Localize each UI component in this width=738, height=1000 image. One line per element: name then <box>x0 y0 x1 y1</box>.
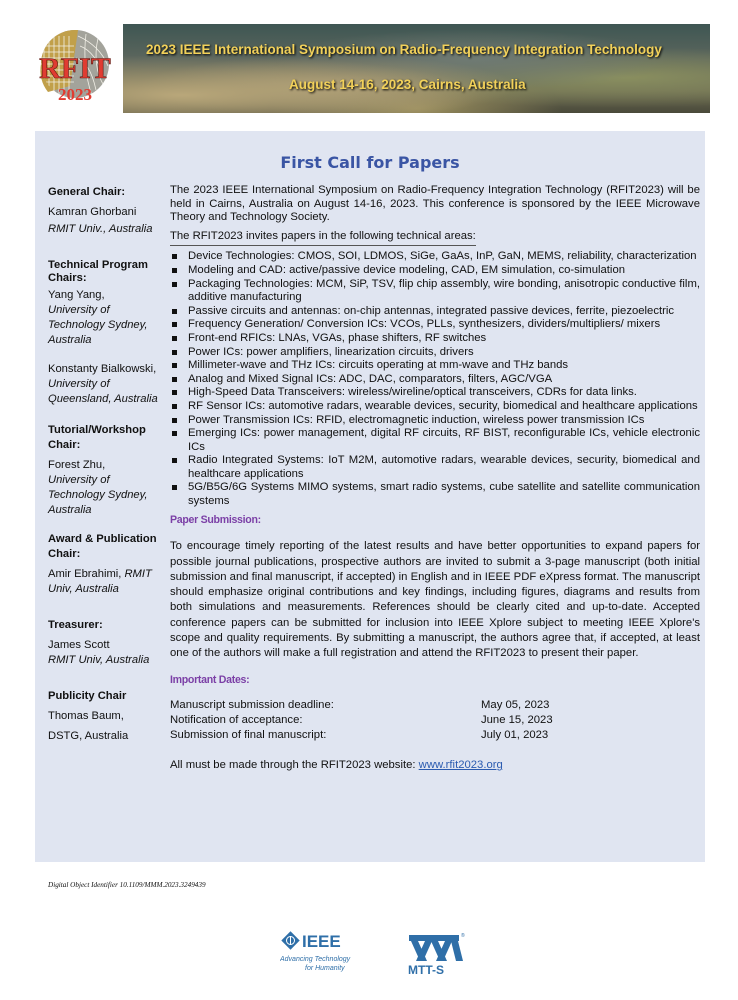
topic-item: High-Speed Data Transceivers: wireless/wireline/optical transceivers, CDRs for data links. <box>170 386 700 400</box>
bullet-icon <box>172 363 177 368</box>
bullet-icon <box>172 282 177 287</box>
ieee-logo <box>280 931 365 981</box>
topic-item: Power ICs: power amplifiers, linearization circuits, drivers <box>170 346 700 360</box>
topic-item: Frequency Generation/ Conversion ICs: VCOs, PLLs, synthesizers, dividers/multipliers/ mixers <box>170 318 700 332</box>
member-affiliation: RMIT Univ, Australia <box>48 568 152 595</box>
member-name: Amir Ebrahimi, <box>48 568 122 580</box>
paper-submission-text: To encourage timely reporting of the latest results and have better opportunities to expand papers for possible journal publications, prospective authors are invited to submit a 3-page manuscript (both initial submission and final manuscript, if accepted) in English and in IEEE PDF eXpress format. The manuscript should emphasize original contributions and key findings, including figures, diagrams and results from both simulations and measurements. References should be clearly cited and up-to-date. Accepted conference papers can be submitted for inclusion into IEEE Xplore subject to meeting IEEE Xplore's scope and quality requirements. By submitting a manuscript, the authors agree that, if accepted, at least one of the authors will make a full registration and attend the RFIT2023 to present their paper. <box>170 540 700 660</box>
member-affiliation: University of Technology Sydney, Australia <box>48 474 148 516</box>
date-value: May 05, 2023 <box>481 699 550 712</box>
bullet-icon <box>172 254 177 259</box>
mtt-s-logo <box>405 931 467 977</box>
committee-treasurer <box>48 618 166 668</box>
important-dates-heading: Important Dates: <box>170 673 250 686</box>
member-name: Yang Yang, <box>48 289 105 301</box>
date-value: June 15, 2023 <box>481 714 553 727</box>
committee-sidebar <box>48 185 166 744</box>
bullet-icon <box>172 404 177 409</box>
date-row <box>170 729 700 744</box>
logo-rfit-text: RFIT <box>39 52 111 85</box>
call-for-papers-panel <box>35 131 705 862</box>
website-prefix: All must be made through the RFIT2023 website: <box>170 759 419 772</box>
committee-publicity-chair <box>48 689 166 744</box>
website-link[interactable]: www.rfit2023.org <box>418 759 503 772</box>
paper-submission-heading: Paper Submission: <box>170 513 261 526</box>
role-heading: Award & Publication Chair: <box>48 533 157 560</box>
mtt-s-emblem-icon <box>409 935 463 961</box>
topic-item: Front-end RFICs: LNAs, VGAs, phase shifters, RF switches <box>170 332 700 346</box>
bullet-icon <box>172 431 177 436</box>
role-heading: Tutorial/Workshop Chair: <box>48 424 146 451</box>
role-heading: Publicity Chair <box>48 690 127 702</box>
date-label: Manuscript submission deadline: <box>170 699 334 712</box>
banner-date: August 14-16, 2023, Cairns, Australia <box>289 77 526 92</box>
topics-list <box>170 250 700 508</box>
member-affiliation: University of Queensland, Australia <box>48 378 158 405</box>
bullet-icon <box>172 485 177 490</box>
invites-heading: The RFIT2023 invites papers in the following technical areas: <box>170 230 476 247</box>
member-name: Kamran Ghorbani <box>48 206 137 218</box>
date-label: Notification of acceptance: <box>170 714 303 727</box>
member-affiliation: University of Technology Sydney, Australia <box>48 304 148 346</box>
committee-tutorial-workshop-chair <box>48 423 166 518</box>
bullet-icon <box>172 268 177 273</box>
important-dates-table <box>170 699 700 744</box>
website-line <box>170 759 700 773</box>
topic-item: Radio Integrated Systems: IoT M2M, automotive radars, wearable devices, security, biomedical and healthcare applications <box>170 454 700 481</box>
topic-item: Emerging ICs: power management, digital RF circuits, RF BIST, reconfigurable ICs, vehicle electronic ICs <box>170 427 700 454</box>
page-title: First Call for Papers <box>280 153 460 172</box>
topic-item: Modeling and CAD: active/passive device modeling, CAD, EM simulation, co-simulation <box>170 264 700 278</box>
bullet-icon <box>172 322 177 327</box>
role-heading: Technical Program Chairs: <box>48 259 148 284</box>
bullet-icon <box>172 390 177 395</box>
committee-general-chair <box>48 185 166 237</box>
topic-item: RF Sensor ICs: automotive radars, wearable devices, security, biomedical and healthcare applications <box>170 400 700 414</box>
banner-title: 2023 IEEE International Symposium on Radio-Frequency Integration Technology <box>146 42 662 57</box>
rfit-logo <box>30 26 120 104</box>
date-label: Submission of final manuscript: <box>170 729 327 742</box>
member-name: Thomas Baum, <box>48 710 124 722</box>
date-row <box>170 714 700 729</box>
member-entry <box>48 567 166 597</box>
bullet-icon <box>172 458 177 463</box>
member-name: Forest Zhu, <box>48 459 106 471</box>
role-heading: Treasurer: <box>48 619 103 631</box>
bullet-icon <box>172 350 177 355</box>
role-heading: General Chair: <box>48 186 126 198</box>
member-affiliation: RMIT Univ, Australia <box>48 654 150 666</box>
topic-item: Millimeter-wave and THz ICs: circuits operating at mm-wave and THz bands <box>170 359 700 373</box>
ieee-logo-name: IEEE <box>302 932 341 951</box>
member-name: Konstanty Bialkowski, <box>48 363 157 375</box>
topic-item: Passive circuits and antennas: on-chip antennas, integrated passive devices, ferrite, piezoelectric <box>170 305 700 319</box>
bullet-icon <box>172 336 177 341</box>
date-row <box>170 699 700 714</box>
member-name: James Scott <box>48 639 110 651</box>
topic-item: Power Transmission ICs: RFID, electromagnetic induction, wireless power transmission ICs <box>170 414 700 428</box>
doi-text: Digital Object Identifier 10.1109/MMM.2023.3249439 <box>48 881 206 889</box>
date-value: July 01, 2023 <box>481 729 549 742</box>
bullet-icon <box>172 377 177 382</box>
topic-item: Packaging Technologies: MCM, SiP, TSV, flip chip assembly, wire bonding, anisotropic conductive film, additive manufacturing <box>170 278 700 305</box>
ieee-tagline-2: for Humanity <box>305 965 345 972</box>
topic-item: 5G/B5G/6G Systems MIMO systems, smart radio systems, cube satellite and satellite communication systems <box>170 481 700 508</box>
committee-technical-program-chairs <box>48 259 166 407</box>
topic-item: Device Technologies: CMOS, SOI, LDMOS, SiGe, GaAs, InP, GaN, MEMS, reliability, characterization <box>170 250 700 264</box>
svg-text:®: ® <box>461 933 465 939</box>
member-affiliation: RMIT Univ., Australia <box>48 223 153 235</box>
member-affiliation: DSTG, Australia <box>48 730 129 742</box>
logo-year-text: 2023 <box>58 85 92 104</box>
topic-item: Analog and Mixed Signal ICs: ADC, DAC, comparators, filters, AGC/VGA <box>170 373 700 387</box>
mtt-s-logo-name: MTT-S <box>408 963 444 977</box>
main-content <box>170 184 700 773</box>
bullet-icon <box>172 418 177 423</box>
ieee-tagline-1: Advancing Technology <box>280 956 351 963</box>
bullet-icon <box>172 309 177 314</box>
header-banner <box>123 24 710 113</box>
intro-paragraph: The 2023 IEEE International Symposium on Radio-Frequency Integration Technology (RFIT2023) will be held in Cairns, Australia on August 14-16, 2023. This conference is sponsored by the IEEE Microwave Theory and Technology Society. <box>170 184 700 224</box>
ieee-diamond-icon <box>281 931 299 949</box>
committee-award-publication-chair <box>48 532 166 597</box>
